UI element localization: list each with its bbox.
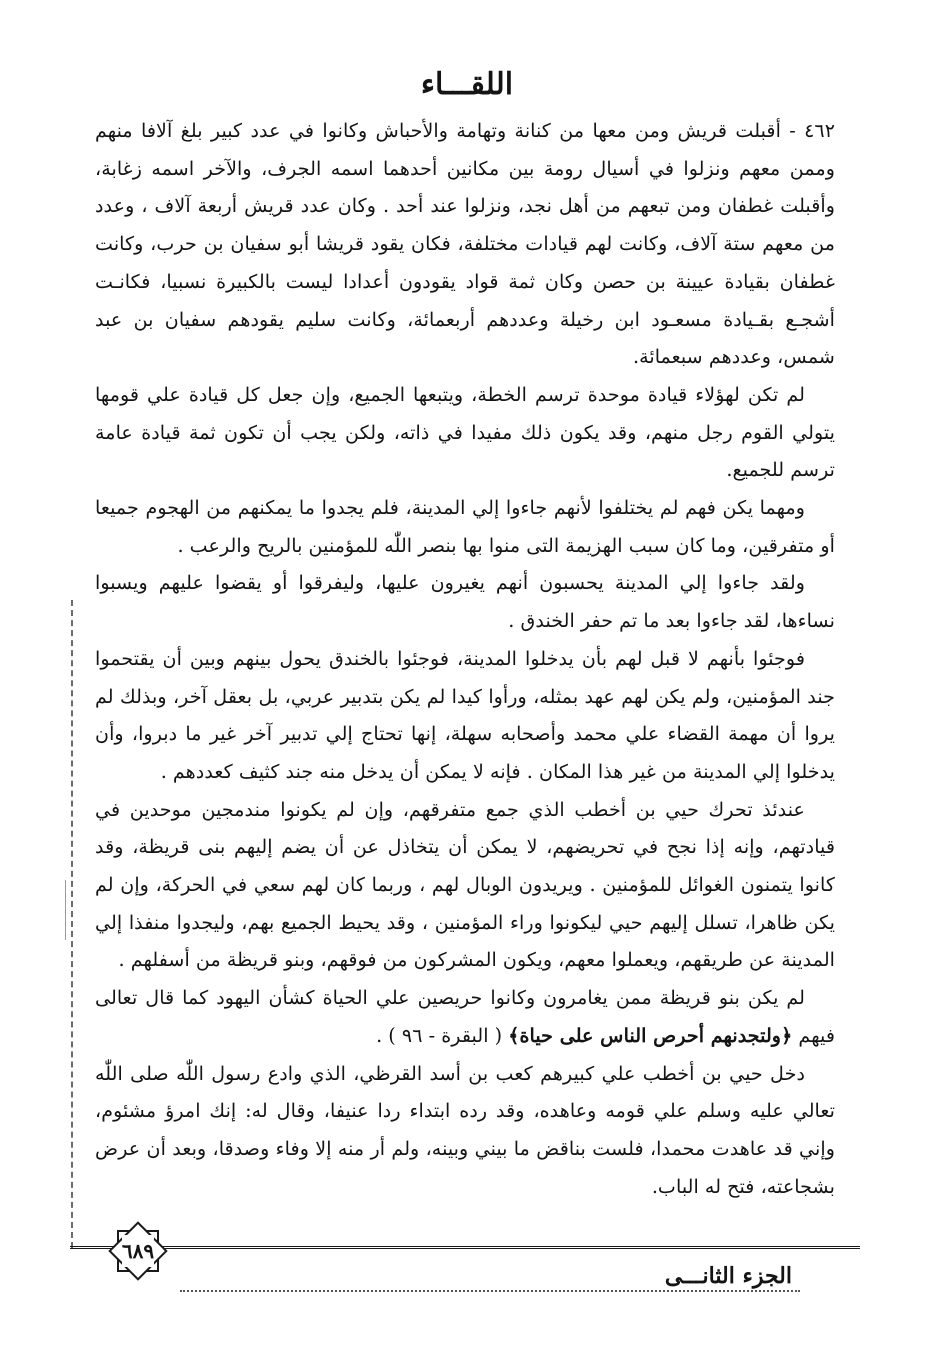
- running-footer-rule: [180, 1290, 800, 1292]
- paragraph-text: لم تكن لهؤلاء قيادة موحدة ترسم الخطة، ويتبعها الجميع، وإن جعل كل قيادة علي قومها يتولي القوم رجل منهم، وقد يكون ذلك مفيدا في ذاته، ولكن يجب أن تكون ثمة قيادة عامة ترسم للجميع.: [95, 382, 835, 482]
- paragraph: [95, 791, 835, 980]
- margin-mark: [65, 880, 66, 940]
- margin-dashed-border: [71, 600, 73, 1248]
- page-number: ٦٨٩: [121, 1239, 155, 1263]
- running-footer-title: الجزء الثانـــى: [664, 1263, 792, 1289]
- paragraph: [95, 489, 835, 564]
- paragraph: [95, 1055, 835, 1206]
- quran-verse: ﴿ولتجدنهم أحرص الناس على حياة﴾: [508, 1023, 793, 1047]
- body-text: [95, 112, 835, 1205]
- paragraph-text: دخل حيي بن أخطب علي كبيرهم كعب بن أسد القرظي، الذي وادع رسول اللّٰه صلى اللّٰه تعالي عليه وسلم علي قومه وعاهده، وقد رده ابتداء ردا عنيفا، وقال له: إنك امرؤ مشئوم، وإني قد عاهدت محمدا، فلست بناقض ما بيني وبينه، ولم أر منه إلا وفاء وصدقا، وبعد أن عرض بشجاعته، فتح له الباب.: [95, 1061, 835, 1198]
- paragraph-text: فوجئوا بأنهم لا قبل لهم بأن يدخلوا المدينة، فوجئوا بالخندق يحول بينهم وبين أن يقتحموا جند المؤمنين، ولم يكن لهم عهد بمثله، ورأوا كيدا لم يكن بتدبير عربي، بل بعقل آخر، وبذلك لم يروا أن مهمة القضاء علي محمد وأصحابه سهلة، إنها تحتاج إلي تدبير آخر غير ما دبروا، وأن يدخلوا إلي المدينة من غير هذا المكان . فإنه لا يمكن أن يدخل منه جند كثيف كعددهم .: [95, 646, 835, 783]
- paragraph-number: ٤٦٢ -: [789, 119, 835, 142]
- paragraph: [95, 376, 835, 489]
- paragraph-462: [95, 112, 835, 376]
- paragraph-text: ومهما يكن فهم لم يختلفوا لأنهم جاءوا إلي المدينة، فلم يجدوا ما يمكنهم من الهجوم جميعا أو متفرقين، وما كان سبب الهزيمة التى منوا بها بنصر اللّٰه للمؤمنين بالريح والرعب .: [95, 496, 835, 557]
- page-number-badge: [108, 1221, 168, 1281]
- chapter-title: اللقـــاء: [420, 67, 514, 102]
- footer-rule: [70, 1246, 860, 1249]
- page-header: [0, 60, 934, 110]
- paragraph-text: ولقد جاءوا إلي المدينة يحسبون أنهم يغيرون عليها، وليفرقوا أو يقضوا عليهم ويسبوا نساءها، لقد جاءوا بعد ما تم حفر الخندق .: [95, 571, 835, 633]
- verse-citation: ( البقرة - ٩٦ ) .: [376, 1023, 503, 1047]
- paragraph: [95, 564, 835, 639]
- paragraph-text: لم يكن بنو قريظة ممن يغامرون وكانوا حريصين علي الحياة كشأن اليهود كما قال تعالى فيهم: [95, 986, 835, 1047]
- paragraph: [95, 640, 835, 791]
- paragraph-with-verse: [95, 979, 835, 1054]
- paragraph-text: أقبلت قريش ومن معها من كنانة وتهامة والأحباش وكانوا في عدد كبير بلغ آلافا منهم وممن معهم ونزلوا في أسيال رومة بين مكانين أحدهما اسمه الجرف، والآخر اسمه زغابة، وأقبلت غطفان ومن تبعهم من أهل نجد، ونزلوا عند أحد . وكان عدد قريش أربعة آلاف ، وعدد من معهم ستة آلاف، وكانت لهم قيادات مختلفة، فكان يقود قريشا أبو سفيان بن حرب، وكانت غطفان بقيادة عيينة بن حصن وكان ثمة قواد يقودون أعدادا ليست بالكبيرة نسبيا، فكانـت أشجـع بقـيادة مسعـود ابن رخيلة وعددهم أربعمائة، وكانت سليم يقودهم سفيان بن عبد شمس، وعددهم سبعمائة.: [95, 119, 835, 369]
- paragraph-text: عندئذ تحرك حيي بن أخطب الذي جمع متفرقهم، وإن لم يكونوا مندمجين موحدين في قيادتهم، وإنه إذا نجح في تحريضهم، لا يمكن أن يتخاذل عن أن يضم إليهم بنى قريظة، وقد كانوا يتمنون الغوائل للمؤمنين . ويريدون الوبال لهم ، وربما كان لهم سعي في الحركة، وإن لم يكن ظاهرا، تسلل إليهم حيي ليكونوا وراء المؤمنين ، وقد يحيط الجميع بهم، وليجدوا منفذا إلي المدينة عن طريقهم، ويعملوا معهم، ويكون المشركون من فوقهم، وبنو قريظة من أسفلهم .: [95, 797, 835, 972]
